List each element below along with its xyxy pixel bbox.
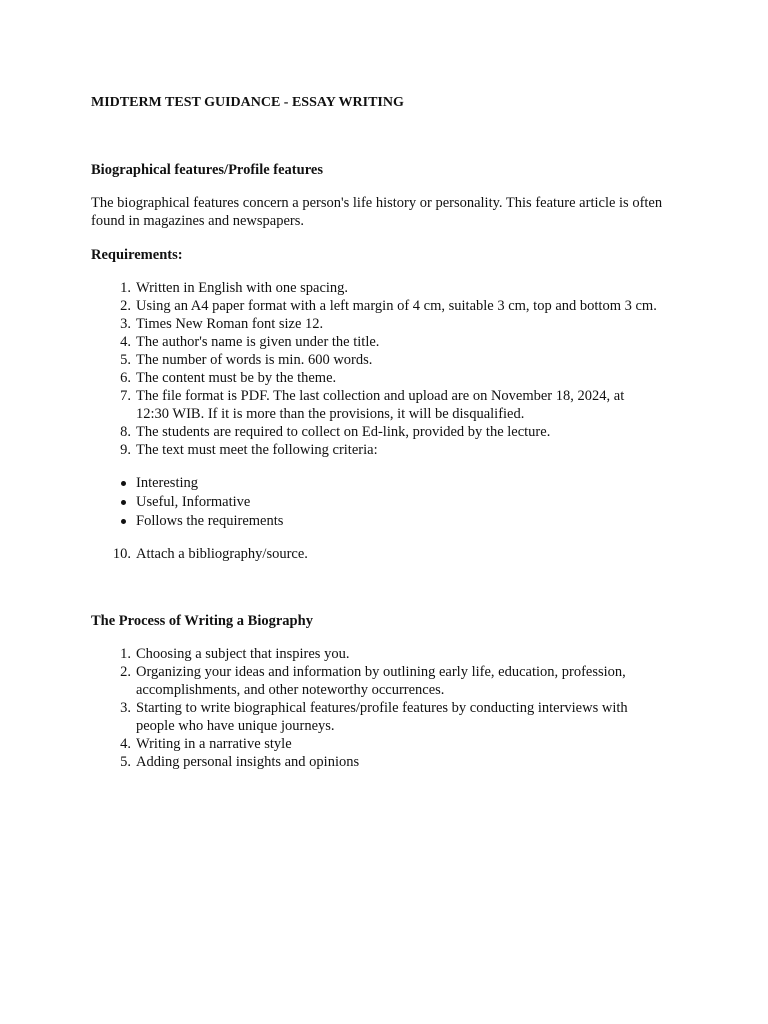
criteria-text: Follows the requirements (136, 513, 284, 529)
requirement-item (91, 279, 696, 297)
list-number: 6. (120, 370, 131, 386)
requirement-text: Written in English with one spacing. (136, 280, 349, 296)
criteria-item (91, 512, 696, 530)
section-heading-biographical-features: Biographical features/Profile features (91, 162, 323, 178)
requirement-item (91, 369, 696, 387)
requirement-text: The content must be by the theme. (136, 370, 337, 386)
list-number: 7. (120, 388, 131, 404)
requirement-text: The file format is PDF. The last collection and upload are on November 18, 2024, at 12:30 WIB. If it is more than the provisions, it will be disqualified. (136, 388, 625, 422)
process-heading: The Process of Writing a Biography (91, 613, 313, 629)
requirement-item (91, 441, 696, 459)
requirement-item (91, 423, 696, 441)
document-title: MIDTERM TEST GUIDANCE - ESSAY WRITING (91, 95, 404, 110)
requirement-text: Attach a bibliography/source. (136, 546, 308, 562)
list-number: 4. (120, 736, 131, 752)
list-number: 1. (120, 280, 131, 296)
process-text: Writing in a narrative style (136, 736, 292, 752)
list-number: 8. (120, 424, 131, 440)
criteria-item (91, 474, 696, 492)
requirement-text: The number of words is min. 600 words. (136, 352, 373, 368)
requirements-list (91, 279, 696, 459)
process-item (91, 735, 696, 753)
process-item (91, 645, 696, 663)
criteria-text: Interesting (136, 475, 199, 491)
requirement-item (91, 545, 696, 563)
process-item (91, 663, 651, 699)
process-item (91, 699, 661, 735)
requirements-heading: Requirements: (91, 247, 183, 263)
criteria-item (91, 493, 696, 511)
bullet-icon (121, 519, 126, 524)
list-number: 1. (120, 646, 131, 662)
requirement-text: The students are required to collect on Ed-link, provided by the lecture. (136, 424, 551, 440)
list-number: 3. (120, 700, 131, 716)
requirements-list-continued (91, 545, 696, 563)
criteria-text: Useful, Informative (136, 494, 251, 510)
requirement-text: The author's name is given under the title. (136, 334, 380, 350)
bullet-icon (121, 500, 126, 505)
requirement-item (91, 315, 696, 333)
requirement-text: The text must meet the following criteria: (136, 442, 378, 458)
list-number: 10. (112, 546, 131, 562)
process-item (91, 753, 696, 771)
requirement-item (91, 297, 696, 315)
list-number: 2. (120, 298, 131, 314)
process-text: Starting to write biographical features/profile features by conducting interviews with people who have unique journeys. (136, 700, 628, 734)
process-text: Organizing your ideas and information by outlining early life, education, profession, accomplishments, and other noteworthy occurrences. (136, 664, 626, 698)
process-list (91, 645, 696, 771)
list-number: 2. (120, 664, 131, 680)
criteria-list (91, 474, 696, 530)
requirement-item (91, 351, 696, 369)
bullet-icon (121, 481, 126, 486)
list-number: 9. (120, 442, 131, 458)
process-text: Adding personal insights and opinions (136, 754, 360, 770)
intro-paragraph: The biographical features concern a person's life history or personality. This feature article is often found in magazines and newspapers. (91, 195, 663, 229)
list-number: 3. (120, 316, 131, 332)
list-number: 4. (120, 334, 131, 350)
list-number: 5. (120, 754, 131, 770)
requirement-item (91, 387, 651, 423)
list-number: 5. (120, 352, 131, 368)
requirement-text: Using an A4 paper format with a left margin of 4 cm, suitable 3 cm, top and bottom 3 cm. (136, 298, 657, 314)
requirement-item (91, 333, 696, 351)
requirement-text: Times New Roman font size 12. (136, 316, 324, 332)
process-text: Choosing a subject that inspires you. (136, 646, 350, 662)
